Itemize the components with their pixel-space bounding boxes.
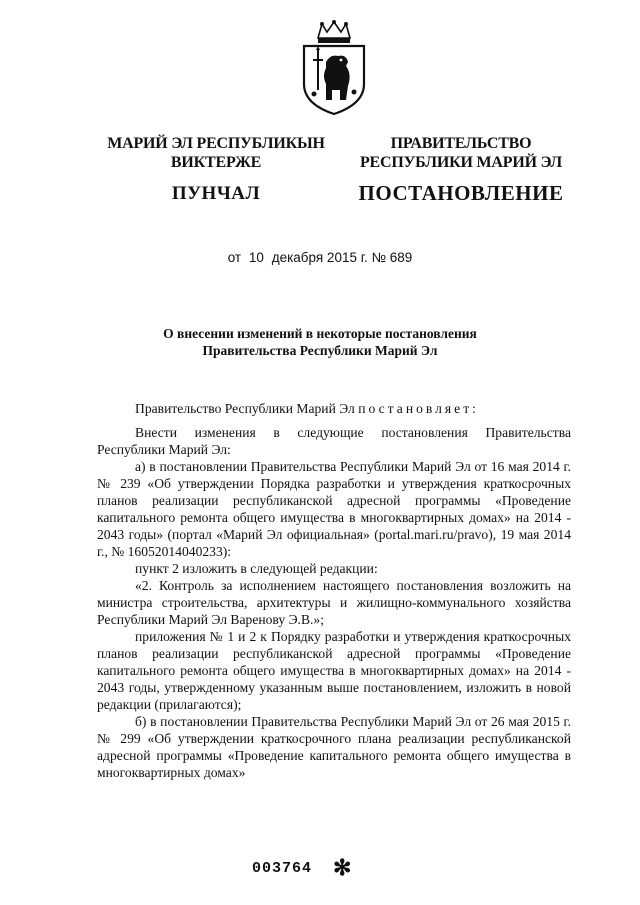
header-left-line1: МАРИЙ ЭЛ РЕСПУБЛИКЫН [107, 135, 325, 152]
date-rest: декабря 2015 г. № 689 [271, 250, 413, 265]
paragraph-4: «2. Контроль за исполнением настоящего постановления возложить на министра строительства, архитектуры и жилищно-коммунального хозяйства Республики Марий Эл Варенову Э.В.»; [97, 578, 571, 627]
date-prefix: от [227, 250, 242, 265]
serial-number: 003764 [252, 860, 313, 877]
title-line1: О внесении изменений в некоторые постановления [163, 326, 477, 341]
paragraph-1: Внести изменения в следующие постановления Правительства Республики Марий Эл: [97, 425, 571, 457]
coat-of-arms-emblem [296, 20, 372, 116]
header-left-line2: ВИКТЕРЖЕ [170, 154, 262, 171]
header-left-block [96, 134, 336, 203]
intro-lead: Правительство Республики Марий Эл [135, 401, 359, 416]
paragraph-3: пункт 2 изложить в следующей редакции: [135, 561, 378, 576]
date-day: 10 [248, 250, 264, 265]
document-date-line [0, 250, 640, 265]
intro-decree-word: постановляет: [358, 401, 479, 416]
header-right-line1: ПРАВИТЕЛЬСТВО [390, 135, 532, 152]
header-right-block [356, 134, 566, 203]
serial-mark: ✻ [333, 855, 352, 880]
header-right-line2: РЕСПУБЛИКИ МАРИЙ ЭЛ [359, 154, 563, 171]
paragraph-5: приложения № 1 и 2 к Порядку разработки и утверждения краткосрочных планов реализации республиканской адресной программы «Проведение капитального ремонта общего имущества в многоквартирных домах» на 2014 - 2043 годы, утвержденному указанным выше постановлением, изложить в новой редакции (прилагаются); [97, 629, 571, 712]
document-body [97, 400, 571, 781]
title-line2: Правительства Республики Марий Эл [202, 343, 438, 358]
header-left-title: ПУНЧАЛ [171, 183, 261, 204]
header-right-title: ПОСТАНОВЛЕНИЕ [358, 181, 564, 205]
intro-paragraph [97, 400, 571, 417]
document-title [100, 325, 540, 359]
paragraph-6: б) в постановлении Правительства Республики Марий Эл от 26 мая 2015 г. № 299 «Об утверждении краткосрочного плана реализации республиканской адресной программы «Проведение капитального ремонта общего имущества в многоквартирных домах» [97, 714, 571, 780]
paragraph-2: а) в постановлении Правительства Республики Марий Эл от 16 мая 2014 г. № 239 «Об утверждении Порядка разработки и утверждения краткосрочных планов реализации республиканской адресной программы «Проведение капитального ремонта общего имущества в многоквартирных домах» на 2014 - 2043 годы» (портал «Марий Эл официальная» (portal.mari.ru/pravo), 19 мая 2014 г., № 16052014040233): [97, 459, 571, 559]
